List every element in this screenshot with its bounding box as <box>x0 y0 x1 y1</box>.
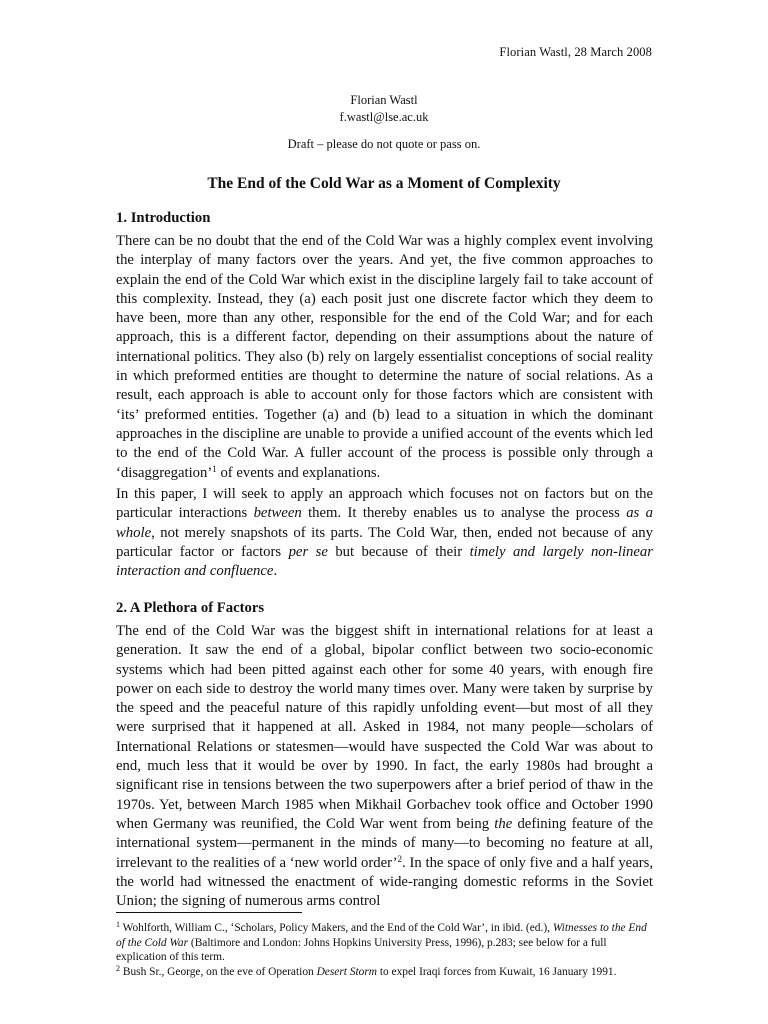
para-text: . <box>273 563 278 580</box>
footnote-text: Bush Sr., George, on the eve of Operation <box>120 965 317 978</box>
emphasis-text: timely and largely non-linear interaction and confluence <box>116 543 653 580</box>
emphasis-text: per se <box>288 543 328 560</box>
para-text: . In the space of only five and a half years, the world had witnessed the enactment of wide-ranging domestic reforms in the Soviet Union; the signing of numerous arms control <box>116 854 653 910</box>
footnote-1 <box>116 921 653 965</box>
author-block <box>0 92 768 126</box>
footnote-divider <box>116 912 302 913</box>
footnote-italic: Desert Storm <box>316 965 377 978</box>
emphasis-text: as a whole <box>116 505 653 541</box>
para-text: The end of the Cold War was the biggest shift in international relations for at least a generation. It saw the end of a global, bipolar conflict between two socio-economic systems which had been pitted against each other for some 40 years, with enough fire power on each side to destroy the world many times over. Many were taken by surprise by the speed and the peaceful nature of this rapidly unfolding event—but most of all they were surprised that it happened at all. Asked in 1984, not many people—scholars of International Relations or statesmen—would have suspected the Cold War was about to end, much less that it would be over by 1990. In fact, the early 1980s had brought a significant rise in tensions between the two superpowers after a brief period of thaw in the 1970s. Yet, between March 1985 when Mikhail Gorbachev took office and October 1990 when Germany was reunified, the Cold War went from being <box>116 623 653 832</box>
footnote-italic: Witnesses to the End of the Cold War <box>116 922 647 949</box>
paragraph-introduction-2 <box>116 485 653 581</box>
footnote-2 <box>116 965 653 980</box>
para-text: defining feature of the international system—permanent in the minds of many—to becoming no feature at all, irrelevant to the realities of a ‘new world order’ <box>116 815 654 871</box>
footnote-text: Wohlforth, William C., ‘Scholars, Policy Makers, and the End of the Cold War’, in ibid. (ed.), <box>120 922 553 934</box>
author-email: f.wastl@lse.ac.uk <box>339 110 429 124</box>
footnote-text: (Baltimore and London: Johns Hopkins University Press, 1996), p.283; see below for a full explication of this term. <box>116 936 607 964</box>
footnote-number: 2 <box>116 963 120 973</box>
emphasis-text: between <box>253 505 302 522</box>
paragraph-introduction-1 <box>116 232 653 483</box>
para-text: of events and explanations. <box>216 464 381 481</box>
para-text: In this paper, I will seek to apply an approach which focuses not on factors but on the particular interactions <box>116 486 653 522</box>
section-heading-plethora: 2. A Plethora of Factors <box>116 600 265 616</box>
draft-note: Draft – please do not quote or pass on. <box>287 137 481 151</box>
emphasis-text: the <box>494 815 513 832</box>
paper-title: The End of the Cold War as a Moment of Complexity <box>207 175 561 192</box>
paragraph-plethora-1 <box>116 622 653 911</box>
footnotes <box>116 921 653 979</box>
footnote-ref-2: 2 <box>397 853 402 864</box>
footnote-text: to expel Iraqi forces from Kuwait, 16 January 1991. <box>377 965 617 978</box>
para-text: but because of their <box>327 543 470 560</box>
para-text: them. It thereby enables us to analyse the process <box>301 505 627 522</box>
footnote-ref-1: 1 <box>212 463 217 474</box>
date-header: Florian Wastl, 28 March 2008 <box>499 45 652 59</box>
section-heading-introduction: 1. Introduction <box>116 210 211 226</box>
para-text: , not merely snapshots of its parts. The Cold War, then, ended not because of any particular factor or factors <box>116 524 653 560</box>
para-text: There can be no doubt that the end of the Cold War was a highly complex event involving the interplay of many factors over the years. And yet, the five common approaches to explain the end of the Cold War which exist in the discipline largely fail to take account of this complexity. Instead, they (a) each posit just one discrete factor which they deem to have been, more than any other, responsible for the end of the Cold War; and for each approach, this is a different factor, depending on their assumptions about the nature of international politics. They also (b) rely on largely essentialist conceptions of social reality in which preformed entities are thought to determine the nature of social relations. As a result, each approach is able to account only for those factors which are consistent with ‘its’ preformed entities. Together (a) and (b) lead to a situation in which the dominant approaches in the discipline are unable to provide a unified account of the events which led to the end of the Cold War. A fuller account of the process is possible only through a ‘disaggregation’ <box>116 233 653 481</box>
footnote-number: 1 <box>116 920 120 929</box>
author-name: Florian Wastl <box>350 93 418 107</box>
